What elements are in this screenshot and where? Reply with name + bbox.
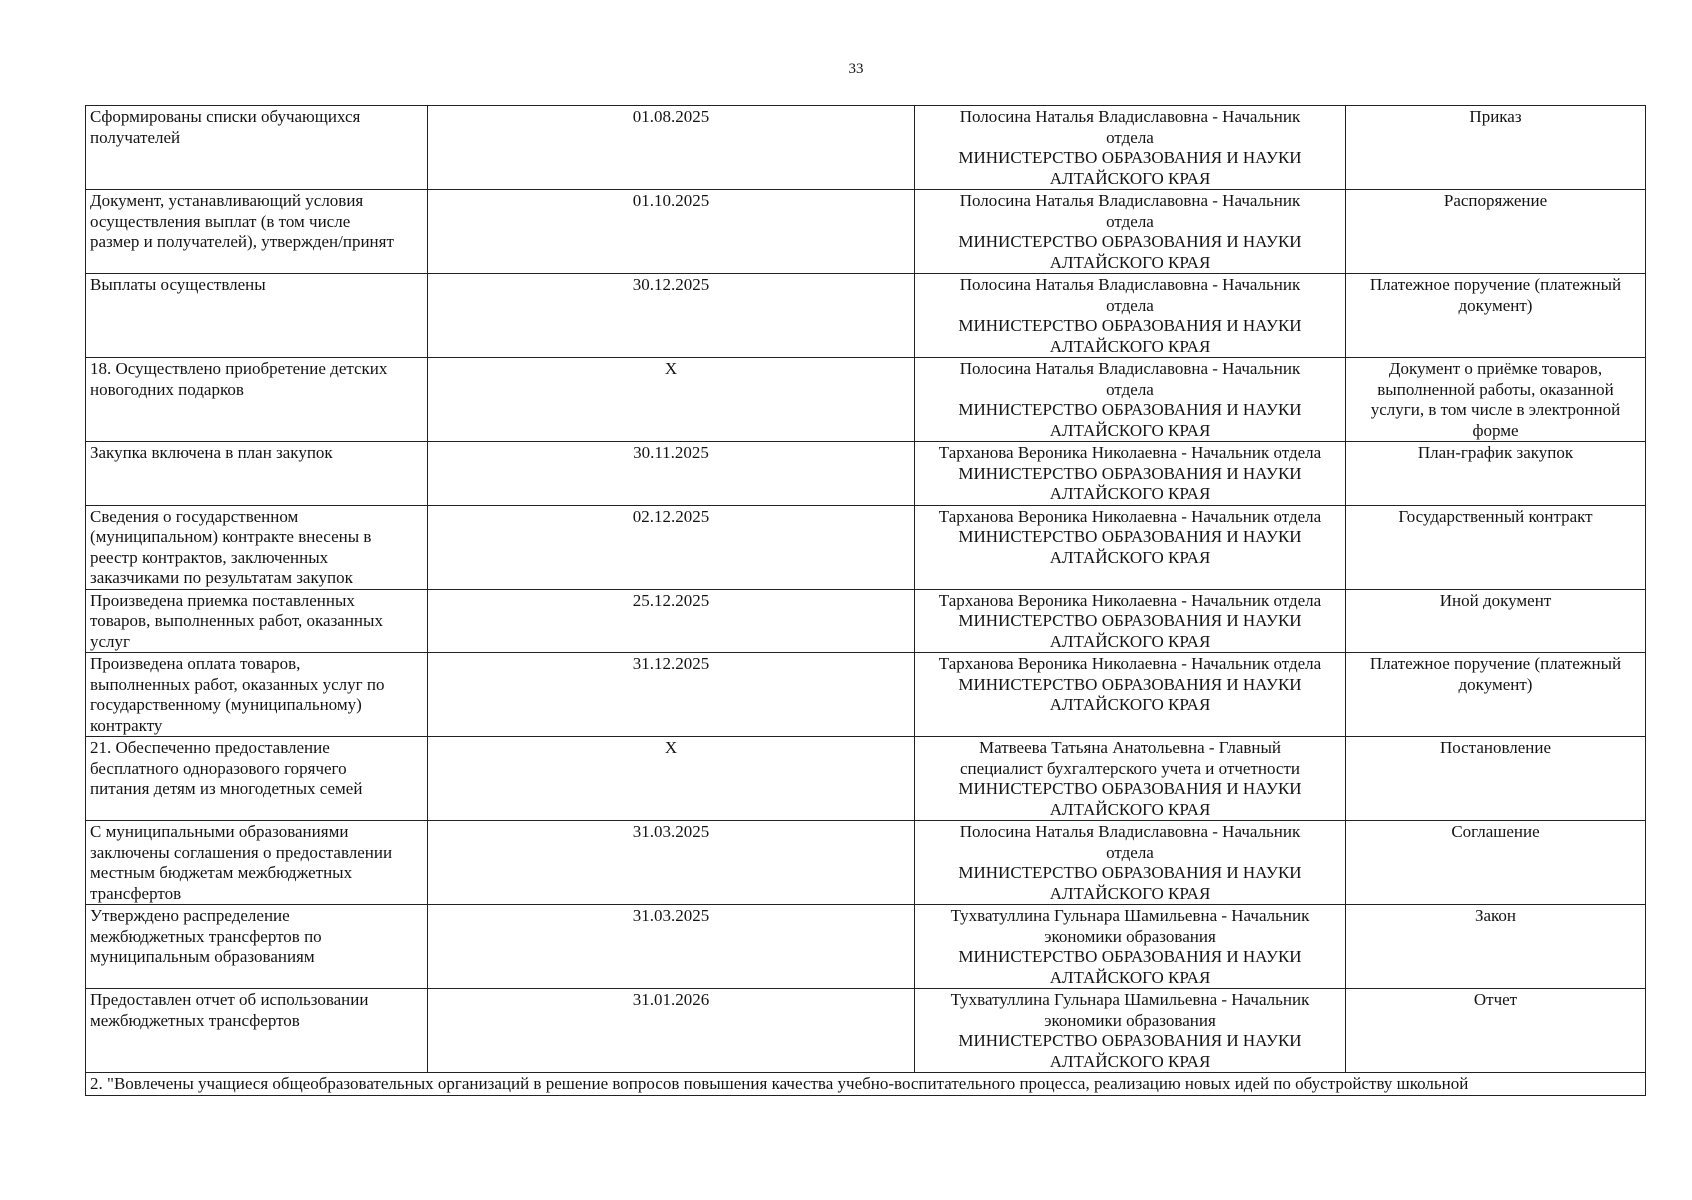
footer-row xyxy=(86,1073,1646,1096)
document-line: Отчет xyxy=(1473,990,1518,1009)
document-cell xyxy=(1346,442,1646,506)
document-cell xyxy=(1346,653,1646,737)
responsible-cell xyxy=(915,190,1346,274)
event-line: межбюджетных трансфертов по xyxy=(90,926,322,946)
responsible-line: МИНИСТЕРСТВО ОБРАЗОВАНИЯ И НАУКИ xyxy=(958,863,1302,882)
document-cell xyxy=(1346,505,1646,589)
event-line: трансфертов xyxy=(90,883,182,903)
date-cell xyxy=(428,589,915,653)
event-cell xyxy=(86,589,428,653)
document-line: форме xyxy=(1472,420,1519,440)
responsible-line: Тухватуллина Гульнара Шамильевна - Начальник xyxy=(950,906,1310,925)
document-cell xyxy=(1346,106,1646,190)
date-cell xyxy=(428,737,915,821)
document-line: Иной документ xyxy=(1439,590,1552,610)
document-cell xyxy=(1346,989,1646,1073)
responsible-line: Тухватуллина Гульнара Шамильевна - Начальник xyxy=(950,990,1310,1009)
event-cell xyxy=(86,905,428,989)
event-cell xyxy=(86,190,428,274)
responsible-line: экономики образования xyxy=(1044,1010,1216,1030)
event-line: заказчиками по результатам закупок xyxy=(90,568,353,587)
table-body xyxy=(86,106,1646,1073)
event-line: услуг xyxy=(90,631,131,651)
event-line: размер и получателей), утвержден/принят xyxy=(90,232,394,251)
event-line: Закупка включена в план закупок xyxy=(90,443,333,462)
document-cell xyxy=(1346,905,1646,989)
measures-table xyxy=(85,105,1646,1096)
responsible-line: МИНИСТЕРСТВО ОБРАЗОВАНИЯ И НАУКИ xyxy=(958,947,1302,966)
date-value: 31.01.2026 xyxy=(632,990,710,1009)
table-row xyxy=(86,905,1646,989)
document-line: План-график закупок xyxy=(1417,443,1574,462)
event-line: Сформированы списки обучающихся xyxy=(90,107,361,126)
responsible-line: Полосина Наталья Владиславовна - Начальник xyxy=(959,191,1301,210)
responsible-line: МИНИСТЕРСТВО ОБРАЗОВАНИЯ И НАУКИ xyxy=(958,232,1302,251)
event-cell xyxy=(86,821,428,905)
document-line: услуги, в том числе в электронной xyxy=(1370,400,1621,419)
date-value: X xyxy=(664,738,678,757)
table-row xyxy=(86,442,1646,506)
event-line: заключены соглашения о предоставлении xyxy=(90,842,393,862)
date-cell xyxy=(428,106,915,190)
event-cell xyxy=(86,737,428,821)
document-cell xyxy=(1346,737,1646,821)
responsible-line: МИНИСТЕРСТВО ОБРАЗОВАНИЯ И НАУКИ xyxy=(958,316,1302,335)
table-row xyxy=(86,989,1646,1073)
responsible-line: АЛТАЙСКОГО КРАЯ xyxy=(1049,883,1211,903)
responsible-line: МИНИСТЕРСТВО ОБРАЗОВАНИЯ И НАУКИ xyxy=(958,779,1302,798)
responsible-cell xyxy=(915,905,1346,989)
document-line: Распоряжение xyxy=(1443,191,1548,210)
table-row xyxy=(86,653,1646,737)
event-cell xyxy=(86,358,428,442)
date-value: X xyxy=(664,359,678,378)
event-line: контракту xyxy=(90,715,163,735)
event-cell xyxy=(86,989,428,1073)
document-line: Платежное поручение (платежный xyxy=(1369,654,1622,673)
event-cell xyxy=(86,106,428,190)
table-row xyxy=(86,358,1646,442)
responsible-line: АЛТАЙСКОГО КРАЯ xyxy=(1049,168,1211,188)
event-line: Документ, устанавливающий условия xyxy=(90,191,364,210)
event-line: С муниципальными образованиями xyxy=(90,822,349,841)
table-row xyxy=(86,821,1646,905)
date-value: 31.03.2025 xyxy=(632,822,710,841)
responsible-line: МИНИСТЕРСТВО ОБРАЗОВАНИЯ И НАУКИ xyxy=(958,400,1302,419)
event-line: 21. Обеспеченно предоставление xyxy=(90,738,330,757)
responsible-cell xyxy=(915,821,1346,905)
date-value: 31.12.2025 xyxy=(632,654,710,673)
document-cell xyxy=(1346,589,1646,653)
event-line: выполненных работ, оказанных услуг по xyxy=(90,674,385,694)
responsible-line: АЛТАЙСКОГО КРАЯ xyxy=(1049,695,1211,714)
responsible-line: АЛТАЙСКОГО КРАЯ xyxy=(1049,336,1211,356)
document-line: Постановление xyxy=(1439,738,1552,757)
event-line: получателей xyxy=(90,127,181,147)
document-line: Платежное поручение (платежный xyxy=(1369,275,1622,294)
page-number: 33 xyxy=(848,61,864,77)
responsible-line: Тарханова Вероника Николаевна - Начальник отдела xyxy=(938,654,1322,673)
document-cell xyxy=(1346,821,1646,905)
document-cell xyxy=(1346,274,1646,358)
responsible-line: АЛТАЙСКОГО КРАЯ xyxy=(1049,1051,1211,1071)
responsible-line: АЛТАЙСКОГО КРАЯ xyxy=(1049,420,1211,440)
table-row xyxy=(86,589,1646,653)
event-line: (муниципальном) контракте внесены в xyxy=(90,527,372,546)
responsible-line: АЛТАЙСКОГО КРАЯ xyxy=(1049,252,1211,272)
date-cell xyxy=(428,442,915,506)
event-line: бесплатного одноразового горячего xyxy=(90,758,347,778)
responsible-cell xyxy=(915,653,1346,737)
document-line: выполненной работы, оказанной xyxy=(1377,379,1614,399)
responsible-line: Полосина Наталья Владиславовна - Начальник xyxy=(959,107,1301,126)
responsible-cell xyxy=(915,989,1346,1073)
event-line: осуществления выплат (в том числе xyxy=(90,211,351,231)
date-cell xyxy=(428,821,915,905)
responsible-line: отдела xyxy=(1106,379,1154,399)
event-line: межбюджетных трансфертов xyxy=(90,1010,300,1030)
date-value: 01.08.2025 xyxy=(632,107,710,126)
event-line: реестр контрактов, заключенных xyxy=(90,547,329,567)
date-value: 30.11.2025 xyxy=(633,443,709,462)
document-cell xyxy=(1346,358,1646,442)
document-line: Документ о приёмке товаров, xyxy=(1388,359,1603,378)
responsible-line: МИНИСТЕРСТВО ОБРАЗОВАНИЯ И НАУКИ xyxy=(958,463,1302,483)
responsible-line: отдела xyxy=(1106,295,1154,315)
responsible-line: Полосина Наталья Владиславовна - Начальник xyxy=(959,822,1301,841)
responsible-line: отдела xyxy=(1106,842,1154,862)
responsible-line: экономики образования xyxy=(1044,926,1216,946)
date-value: 25.12.2025 xyxy=(632,590,710,610)
document-line: Государственный контракт xyxy=(1398,506,1593,526)
responsible-line: отдела xyxy=(1106,211,1154,231)
responsible-line: отдела xyxy=(1106,127,1154,147)
document-line: Закон xyxy=(1474,906,1517,925)
date-cell xyxy=(428,274,915,358)
event-line: местным бюджетам межбюджетных xyxy=(90,863,353,882)
date-value: 01.10.2025 xyxy=(632,191,710,210)
responsible-line: Матвеева Татьяна Анатольевна - Главный xyxy=(978,738,1282,757)
responsible-cell xyxy=(915,505,1346,589)
document-line: Приказ xyxy=(1469,107,1522,126)
event-line: Сведения о государственном xyxy=(90,506,299,526)
responsible-line: МИНИСТЕРСТВО ОБРАЗОВАНИЯ И НАУКИ xyxy=(958,527,1302,546)
table-row xyxy=(86,505,1646,589)
responsible-cell xyxy=(915,106,1346,190)
responsible-line: Тарханова Вероника Николаевна - Начальник отдела xyxy=(938,506,1322,526)
date-value: 02.12.2025 xyxy=(632,506,710,526)
responsible-cell xyxy=(915,442,1346,506)
event-line: Произведена оплата товаров, xyxy=(90,654,301,673)
responsible-line: АЛТАЙСКОГО КРАЯ xyxy=(1049,631,1211,651)
section-heading: 2. "Вовлечены учащиеся общеобразовательных организаций в решение вопросов повышения качества учебно-воспитательного процесса, реализацию новых идей по обустройству школьной xyxy=(86,1073,1646,1096)
event-cell xyxy=(86,653,428,737)
responsible-line: Тарханова Вероника Николаевна - Начальник отдела xyxy=(938,590,1322,610)
event-line: Предоставлен отчет об использовании xyxy=(90,990,369,1009)
responsible-line: Тарханова Вероника Николаевна - Начальник отдела xyxy=(938,443,1322,462)
responsible-line: специалист бухгалтерского учета и отчетности xyxy=(960,758,1300,778)
event-cell xyxy=(86,442,428,506)
responsible-cell xyxy=(915,358,1346,442)
responsible-line: Полосина Наталья Владиславовна - Начальник xyxy=(959,359,1301,378)
event-line: Утверждено распределение xyxy=(90,906,290,925)
event-line: муниципальным образованиям xyxy=(90,947,315,966)
event-line: государственному (муниципальному) xyxy=(90,695,362,714)
table-row xyxy=(86,274,1646,358)
date-value: 30.12.2025 xyxy=(632,275,710,294)
date-cell xyxy=(428,989,915,1073)
table-row xyxy=(86,106,1646,190)
document-line: документ) xyxy=(1458,674,1533,694)
responsible-line: АЛТАЙСКОГО КРАЯ xyxy=(1049,547,1211,567)
event-cell xyxy=(86,274,428,358)
responsible-line: МИНИСТЕРСТВО ОБРАЗОВАНИЯ И НАУКИ xyxy=(958,1031,1302,1050)
responsible-cell xyxy=(915,274,1346,358)
table-row xyxy=(86,737,1646,821)
responsible-line: МИНИСТЕРСТВО ОБРАЗОВАНИЯ И НАУКИ xyxy=(958,148,1302,167)
responsible-line: АЛТАЙСКОГО КРАЯ xyxy=(1049,484,1211,503)
date-cell xyxy=(428,190,915,274)
event-line: товаров, выполненных работ, оказанных xyxy=(90,611,383,630)
responsible-line: АЛТАЙСКОГО КРАЯ xyxy=(1049,799,1211,819)
date-cell xyxy=(428,358,915,442)
responsible-line: МИНИСТЕРСТВО ОБРАЗОВАНИЯ И НАУКИ xyxy=(958,674,1302,694)
table-row xyxy=(86,190,1646,274)
date-cell xyxy=(428,505,915,589)
responsible-line: Полосина Наталья Владиславовна - Начальник xyxy=(959,275,1301,294)
event-line: питания детям из многодетных семей xyxy=(90,779,363,798)
date-cell xyxy=(428,653,915,737)
event-line: 18. Осуществлено приобретение детских xyxy=(90,359,388,378)
date-cell xyxy=(428,905,915,989)
event-line: Произведена приемка поставленных xyxy=(90,590,355,610)
document-line: документ) xyxy=(1458,295,1533,315)
date-value: 31.03.2025 xyxy=(632,906,710,925)
responsible-line: МИНИСТЕРСТВО ОБРАЗОВАНИЯ И НАУКИ xyxy=(958,611,1302,630)
responsible-cell xyxy=(915,589,1346,653)
event-line: новогодних подарков xyxy=(90,379,244,399)
responsible-line: АЛТАЙСКОГО КРАЯ xyxy=(1049,967,1211,987)
responsible-cell xyxy=(915,737,1346,821)
document-line: Соглашение xyxy=(1451,822,1540,841)
event-line: Выплаты осуществлены xyxy=(90,275,266,294)
document-cell xyxy=(1346,190,1646,274)
event-cell xyxy=(86,505,428,589)
